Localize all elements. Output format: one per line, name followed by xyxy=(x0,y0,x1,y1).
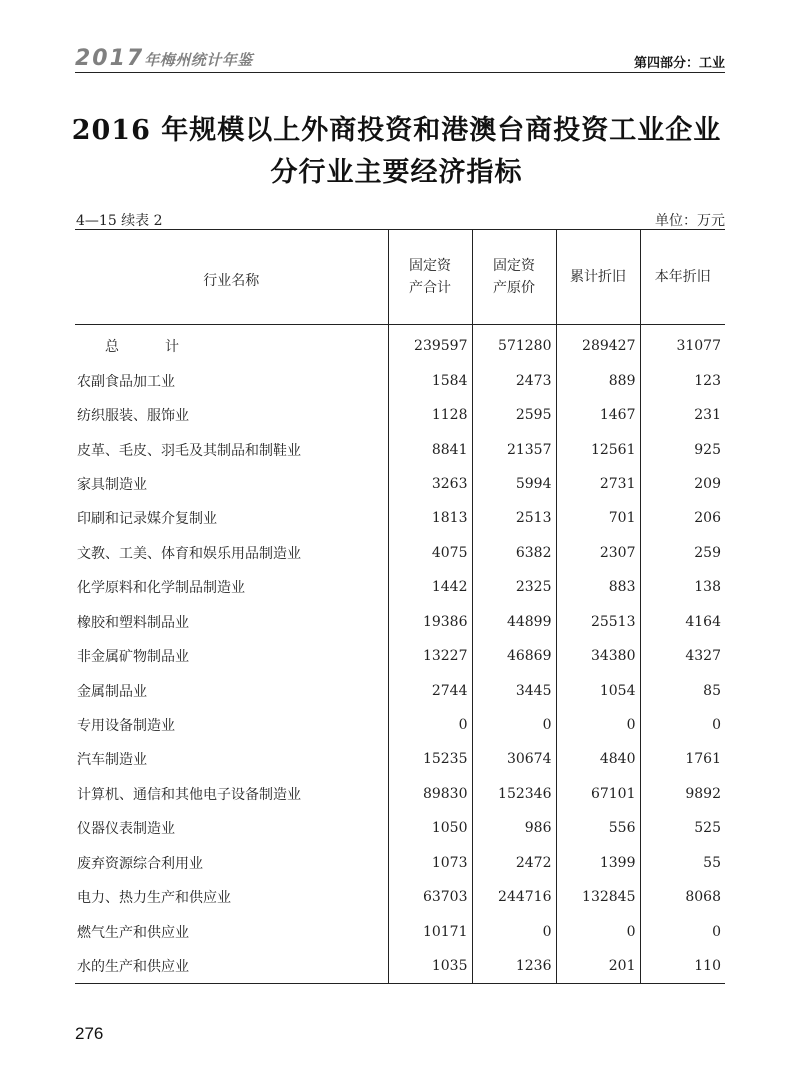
cell-original-value: 46869 xyxy=(472,639,556,673)
cell-total-fixed-assets: 8841 xyxy=(388,432,472,466)
cell-total-fixed-assets: 89830 xyxy=(388,777,472,811)
cell-total-fixed-assets: 1584 xyxy=(388,363,472,397)
row-name: 汽车制造业 xyxy=(77,752,147,769)
row-name: 橡胶和塑料制品业 xyxy=(77,614,189,631)
table-row xyxy=(75,398,725,432)
cell-accumulated-depreciation: 701 xyxy=(556,501,640,535)
cell-original-value: 30674 xyxy=(472,742,556,776)
cell-original-value: 0 xyxy=(472,708,556,742)
table-row xyxy=(75,673,725,707)
cell-accumulated-depreciation: 0 xyxy=(556,914,640,948)
table-row xyxy=(75,846,725,880)
cell-total-fixed-assets: 239597 xyxy=(388,325,472,364)
cell-total-fixed-assets: 2744 xyxy=(388,673,472,707)
cell-accumulated-depreciation: 201 xyxy=(556,949,640,984)
cell-accumulated-depreciation: 0 xyxy=(556,708,640,742)
cell-original-value: 5994 xyxy=(472,467,556,501)
cell-accumulated-depreciation: 2307 xyxy=(556,536,640,570)
row-name: 废弃资源综合利用业 xyxy=(77,855,203,872)
cell-annual-depreciation: 0 xyxy=(640,914,725,948)
table-row xyxy=(75,811,725,845)
table-row xyxy=(75,639,725,673)
table-row xyxy=(75,501,725,535)
cell-total-fixed-assets: 0 xyxy=(388,708,472,742)
cell-annual-depreciation: 4327 xyxy=(640,639,725,673)
cell-original-value: 6382 xyxy=(472,536,556,570)
cell-total-fixed-assets: 63703 xyxy=(388,880,472,914)
cell-total-fixed-assets: 1813 xyxy=(388,501,472,535)
yearbook-year: 2017 xyxy=(75,46,145,71)
row-name: 纺织服装、服饰业 xyxy=(77,408,189,425)
cell-total-fixed-assets: 4075 xyxy=(388,536,472,570)
cell-annual-depreciation: 231 xyxy=(640,398,725,432)
cell-accumulated-depreciation: 34380 xyxy=(556,639,640,673)
table-row xyxy=(75,570,725,604)
cell-original-value: 21357 xyxy=(472,432,556,466)
cell-accumulated-depreciation: 2731 xyxy=(556,467,640,501)
col-header-original-value-l2: 产原价 xyxy=(493,280,535,296)
cell-original-value: 1236 xyxy=(472,949,556,984)
cell-annual-depreciation: 123 xyxy=(640,363,725,397)
cell-annual-depreciation: 85 xyxy=(640,673,725,707)
cell-annual-depreciation: 525 xyxy=(640,811,725,845)
table-header-row xyxy=(75,230,725,325)
cell-original-value: 2473 xyxy=(472,363,556,397)
row-name: 水的生产和供应业 xyxy=(75,949,388,984)
row-name: 化学原料和化学制品制造业 xyxy=(77,580,245,597)
table-row xyxy=(75,949,725,984)
row-name: 文教、工美、体育和娱乐用品制造业 xyxy=(77,545,301,562)
table-row xyxy=(75,708,725,742)
cell-annual-depreciation: 4164 xyxy=(640,605,725,639)
row-name: 燃气生产和供应业 xyxy=(77,924,189,941)
cell-accumulated-depreciation: 289427 xyxy=(556,325,640,364)
cell-accumulated-depreciation: 25513 xyxy=(556,605,640,639)
cell-total-fixed-assets: 13227 xyxy=(388,639,472,673)
row-name: 计算机、通信和其他电子设备制造业 xyxy=(77,786,301,803)
cell-original-value: 152346 xyxy=(472,777,556,811)
cell-total-fixed-assets: 1442 xyxy=(388,570,472,604)
table-row xyxy=(75,432,725,466)
table-row xyxy=(75,536,725,570)
row-name: 皮革、毛皮、羽毛及其制品和制鞋业 xyxy=(77,442,301,459)
cell-accumulated-depreciation: 67101 xyxy=(556,777,640,811)
table-row xyxy=(75,605,725,639)
cell-annual-depreciation: 259 xyxy=(640,536,725,570)
cell-accumulated-depreciation: 1467 xyxy=(556,398,640,432)
cell-original-value: 571280 xyxy=(472,325,556,364)
cell-total-fixed-assets: 19386 xyxy=(388,605,472,639)
col-header-total-fixed-assets-l2: 产合计 xyxy=(409,280,451,296)
table-row xyxy=(75,742,725,776)
cell-annual-depreciation: 206 xyxy=(640,501,725,535)
cell-accumulated-depreciation: 883 xyxy=(556,570,640,604)
table-row-total xyxy=(75,325,725,364)
cell-accumulated-depreciation: 132845 xyxy=(556,880,640,914)
cell-annual-depreciation: 9892 xyxy=(640,777,725,811)
cell-accumulated-depreciation: 4840 xyxy=(556,742,640,776)
col-header-total-fixed-assets xyxy=(388,230,472,325)
yearbook-title xyxy=(75,46,253,71)
cell-original-value: 986 xyxy=(472,811,556,845)
cell-original-value: 0 xyxy=(472,914,556,948)
cell-total-fixed-assets: 15235 xyxy=(388,742,472,776)
cell-annual-depreciation: 55 xyxy=(640,846,725,880)
row-name: 农副食品加工业 xyxy=(77,373,175,390)
running-header xyxy=(75,46,725,72)
cell-accumulated-depreciation: 12561 xyxy=(556,432,640,466)
cell-accumulated-depreciation: 1054 xyxy=(556,673,640,707)
cell-annual-depreciation: 209 xyxy=(640,467,725,501)
cell-annual-depreciation: 8068 xyxy=(640,880,725,914)
cell-original-value: 3445 xyxy=(472,673,556,707)
unit-label: 单位：万元 xyxy=(655,213,725,229)
row-name: 仪器仪表制造业 xyxy=(77,821,175,838)
data-table xyxy=(75,229,725,984)
page-title-line1: 2016 年规模以上外商投资和港澳台商投资工业企业 xyxy=(71,115,722,146)
row-name: 金属制品业 xyxy=(77,683,147,700)
cell-original-value: 44899 xyxy=(472,605,556,639)
cell-total-fixed-assets: 1128 xyxy=(388,398,472,432)
cell-annual-depreciation: 0 xyxy=(640,708,725,742)
cell-original-value: 2325 xyxy=(472,570,556,604)
table-row xyxy=(75,363,725,397)
row-name: 电力、热力生产和供应业 xyxy=(77,890,231,907)
cell-total-fixed-assets: 1073 xyxy=(388,846,472,880)
cell-annual-depreciation: 925 xyxy=(640,432,725,466)
section-name: 第四部分：工业 xyxy=(633,56,725,71)
cell-total-fixed-assets: 10171 xyxy=(388,914,472,948)
col-header-original-value xyxy=(472,230,556,325)
row-name: 总 计 xyxy=(105,339,195,356)
cell-accumulated-depreciation: 889 xyxy=(556,363,640,397)
col-header-accumulated-depreciation: 累计折旧 xyxy=(556,230,640,325)
cell-total-fixed-assets: 3263 xyxy=(388,467,472,501)
table-id: 4—15 续表 2 xyxy=(76,213,163,229)
header-rule xyxy=(75,72,725,73)
cell-annual-depreciation: 1761 xyxy=(640,742,725,776)
cell-annual-depreciation: 110 xyxy=(640,949,725,984)
page-number: 276 xyxy=(75,1024,104,1043)
cell-original-value: 2472 xyxy=(472,846,556,880)
cell-annual-depreciation: 138 xyxy=(640,570,725,604)
cell-original-value: 2513 xyxy=(472,501,556,535)
row-name: 非金属矿物制品业 xyxy=(77,649,189,666)
row-name: 专用设备制造业 xyxy=(77,718,175,735)
cell-original-value: 2595 xyxy=(472,398,556,432)
table-row xyxy=(75,467,725,501)
col-header-original-value-l1: 固定资 xyxy=(493,258,535,274)
table-row xyxy=(75,914,725,948)
table-row xyxy=(75,880,725,914)
page-title-line2: 分行业主要经济指标 xyxy=(270,157,523,188)
cell-original-value: 244716 xyxy=(472,880,556,914)
cell-total-fixed-assets: 1050 xyxy=(388,811,472,845)
cell-accumulated-depreciation: 1399 xyxy=(556,846,640,880)
yearbook-name: 年梅州统计年鉴 xyxy=(144,51,253,69)
row-name: 印刷和记录媒介复制业 xyxy=(77,511,217,528)
col-header-annual-depreciation: 本年折旧 xyxy=(640,230,725,325)
row-name: 家具制造业 xyxy=(77,476,147,493)
cell-annual-depreciation: 31077 xyxy=(640,325,725,364)
cell-accumulated-depreciation: 556 xyxy=(556,811,640,845)
table-row xyxy=(75,777,725,811)
col-header-industry: 行业名称 xyxy=(75,230,388,325)
cell-total-fixed-assets: 1035 xyxy=(388,949,472,984)
col-header-total-fixed-assets-l1: 固定资 xyxy=(409,258,451,274)
